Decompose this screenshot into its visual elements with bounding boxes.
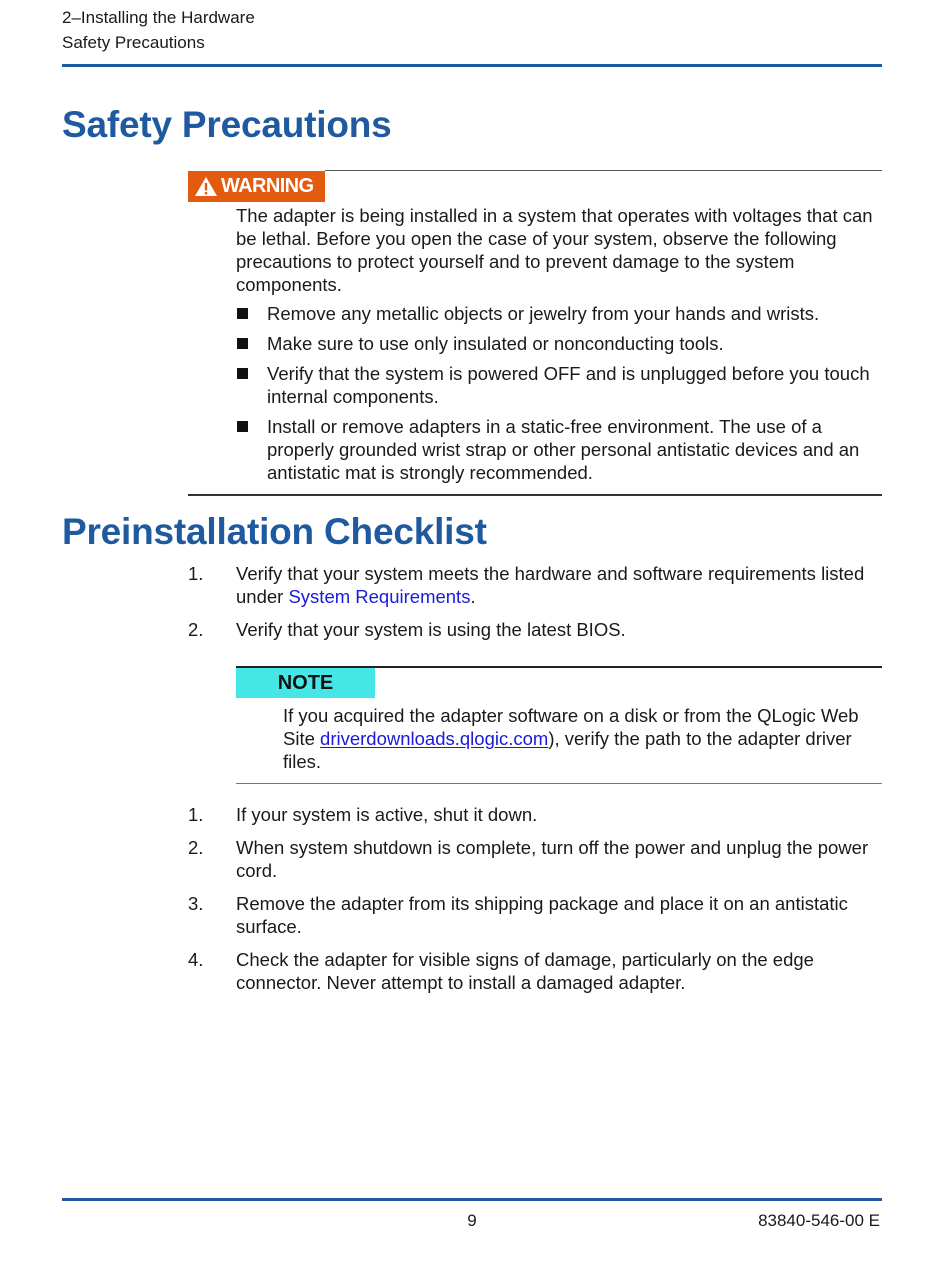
step-number: 4.	[188, 949, 204, 970]
warning-box	[188, 170, 882, 197]
preinstallation-checklist-heading: Preinstallation Checklist	[62, 511, 487, 552]
bullet-square-icon	[237, 338, 248, 349]
step-number: 2.	[188, 619, 204, 640]
list-item: Remove any metallic objects or jewelry from your hands and wrists.	[236, 302, 882, 325]
header-chapter: 2–Installing the Hardware	[62, 8, 255, 27]
note-bottom-rule	[236, 783, 882, 784]
warning-label	[188, 171, 325, 202]
list-item: 2. Verify that your system is using the latest BIOS.	[188, 619, 626, 640]
footer-rule	[62, 1198, 882, 1201]
warning-triangle-icon	[194, 176, 218, 197]
step-number: 1.	[188, 804, 204, 825]
list-item: 2. When system shutdown is complete, turn off the power and unplug the power cord.	[188, 837, 869, 881]
document-id: 83840-546-00 E	[758, 1211, 880, 1230]
step-number: 3.	[188, 893, 204, 914]
safety-precautions-heading: Safety Precautions	[62, 104, 392, 145]
checklist-steps-first	[188, 562, 882, 651]
list-item: 4. Check the adapter for visible signs of damage, particularly on the edge connector. Never attempt to install a damaged adapter.	[188, 949, 814, 993]
warning-bottom-rule	[188, 494, 882, 496]
list-item: Verify that the system is powered OFF and is unplugged before you touch internal components.	[236, 362, 882, 408]
bullet-square-icon	[237, 421, 248, 432]
warning-label-text: WARNING	[221, 175, 314, 197]
running-header	[62, 5, 255, 55]
step-number: 1.	[188, 563, 204, 584]
checklist-steps-second	[188, 803, 882, 1004]
warning-bullet-list	[236, 302, 882, 491]
list-item: 1. If your system is active, shut it down.	[188, 804, 538, 825]
header-rule	[62, 64, 882, 67]
warning-top-rule	[325, 170, 882, 171]
list-item: 1. Verify that your system meets the hardware and software requirements listed under System Requirements.	[188, 563, 865, 607]
list-item: Make sure to use only insulated or nonconducting tools.	[236, 332, 882, 355]
header-section: Safety Precautions	[62, 33, 205, 52]
step-number: 2.	[188, 837, 204, 858]
warning-intro: The adapter is being installed in a system that operates with voltages that can be lethal. Before you open the case of your system, observe the following precautions to protect yourself and to prevent damage to the system components.	[236, 205, 873, 295]
note-label: NOTE	[236, 668, 375, 698]
list-item: Install or remove adapters in a static-free environment. The use of a properly grounded wrist strap or other personal antistatic devices and an antistatic mat is strongly recommended.	[236, 415, 882, 484]
list-item: 3. Remove the adapter from its shipping package and place it on an antistatic surface.	[188, 893, 848, 937]
driverdownloads-link[interactable]: driverdownloads.qlogic.com	[320, 728, 549, 749]
bullet-square-icon	[237, 308, 248, 319]
note-text: If you acquired the adapter software on a disk or from the QLogic Web Site driverdownloads.qlogic.com), verify the path to the adapter driver files.	[283, 705, 859, 772]
note-box	[236, 666, 882, 694]
bullet-square-icon	[237, 368, 248, 379]
system-requirements-link[interactable]: System Requirements	[288, 586, 471, 607]
page-number: 9	[467, 1211, 477, 1230]
